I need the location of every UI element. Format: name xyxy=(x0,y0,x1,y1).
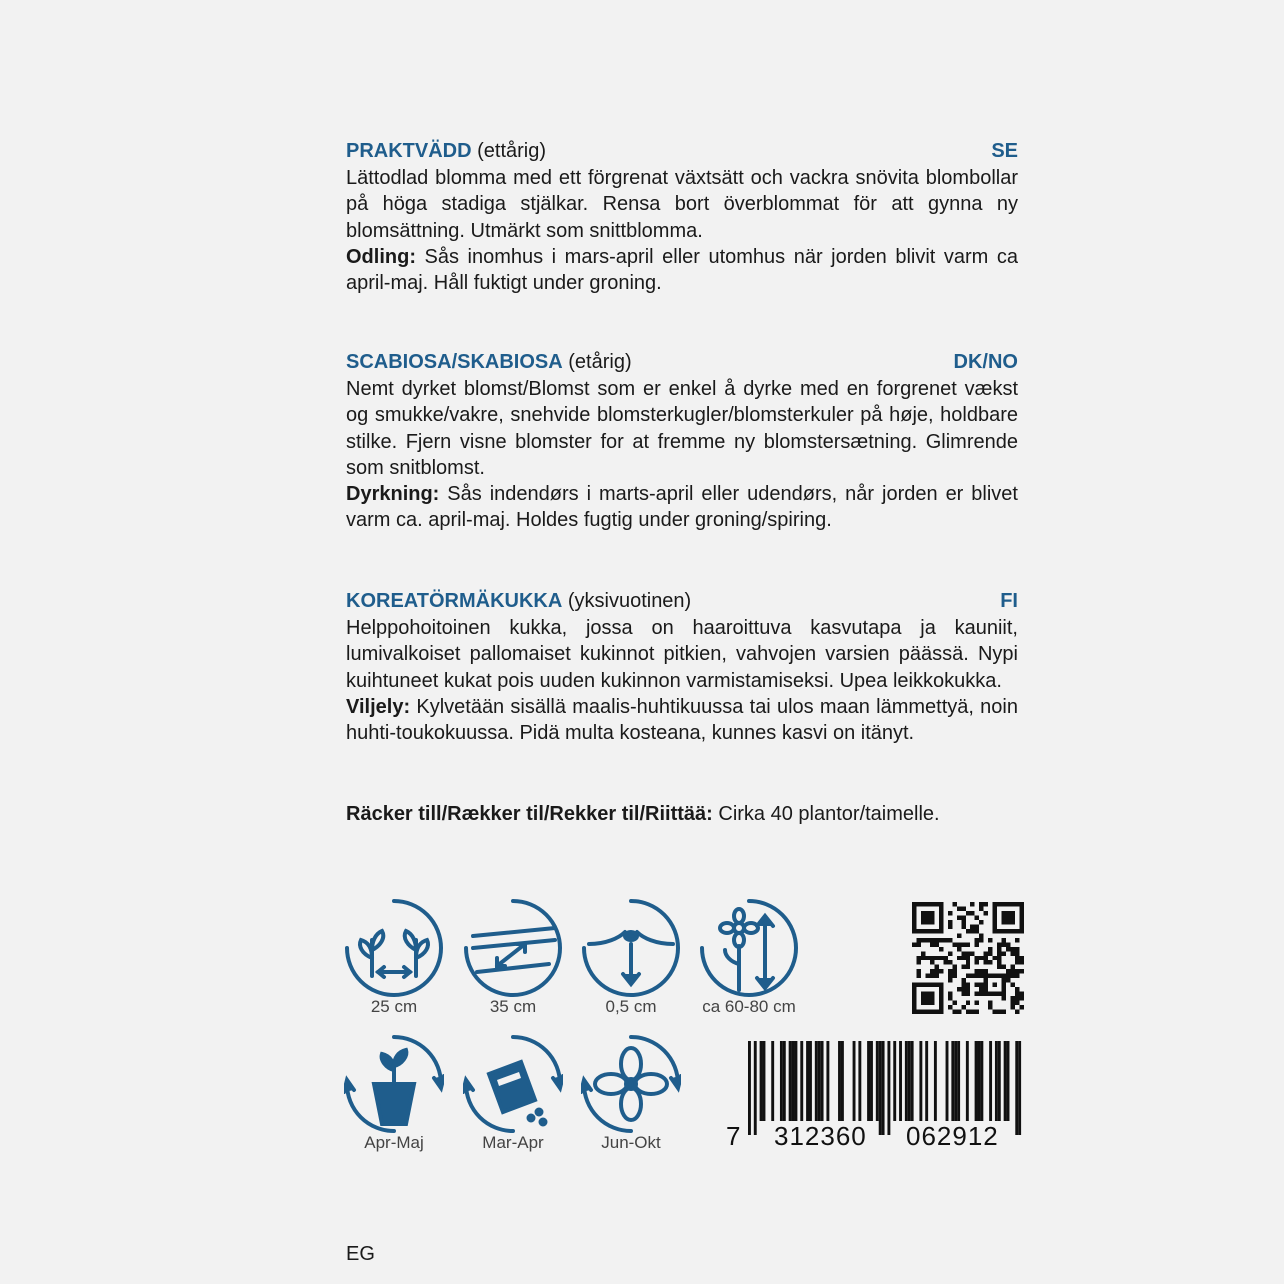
cultivation-text xyxy=(346,694,1018,747)
barcode-first-digit: 7 xyxy=(726,1121,742,1151)
section-title: KOREATÖRMÄKUKKA xyxy=(346,590,563,612)
plant-spacing-label: 25 cm xyxy=(370,997,418,1016)
section-fi xyxy=(346,588,1018,746)
cultivation-text xyxy=(346,481,1018,534)
flowering-time-label: Jun-Okt xyxy=(601,1133,661,1152)
cultivation-label: Viljely: xyxy=(346,695,411,718)
yield-text: Cirka 40 plantor/taimelle. xyxy=(712,803,940,825)
section-header xyxy=(346,349,1018,376)
section-se xyxy=(346,138,1018,296)
language-code: DK/NO xyxy=(953,351,1018,373)
language-code: SE xyxy=(991,140,1018,162)
section-title: SCABIOSA/SKABIOSA xyxy=(346,351,563,373)
section-header xyxy=(346,588,1018,615)
cultivation-instructions: Kylvetään sisällä maalis-huhtikuussa tai ulos maan lämmettyä, noin huhti-toukokuussa. Pidä multa kosteana, kunnes kasvi on itänyt. xyxy=(346,695,1018,745)
section-description: Helppohoitoinen kukka, jossa on haaroittuva kasvutapa ja kauniit, lumivalkoiset pallomaiset kukinnot pitkien, vahvojen varsien päässä. Nypi kuihtuneet kukat pois uuden kukinnon varmistamiseksi. Upea leikkokukka. xyxy=(346,617,1018,692)
flowering-time-icon xyxy=(581,1034,681,1134)
sowing-time-icon xyxy=(463,1034,563,1134)
cultivation-label: Odling: xyxy=(346,245,416,268)
section-header xyxy=(346,138,1018,165)
sowing-depth-icon xyxy=(581,898,681,998)
section-title: PRAKTVÄDD xyxy=(346,140,472,162)
yield-label: Räcker till/Rækker til/Rekker til/Riittää: xyxy=(346,803,713,825)
cultivation-label: Dyrkning: xyxy=(346,483,440,506)
transplant-label: Apr-Maj xyxy=(364,1133,424,1152)
language-code: FI xyxy=(1000,590,1018,612)
cultivation-instructions: Sås inomhus i mars-april eller utomhus när jorden blivit varm ca april-maj. Håll fuktigt under groning. xyxy=(346,245,1018,295)
transplant-icon xyxy=(344,1034,444,1134)
qr-code xyxy=(912,902,1024,1014)
barcode-left-digits: 312360 xyxy=(774,1121,867,1151)
plant-spacing-icon xyxy=(344,898,444,998)
section-dk-no xyxy=(346,349,1018,534)
sowing-time-label: Mar-Apr xyxy=(482,1133,544,1152)
section-subtitle: (ettårig) xyxy=(471,140,547,162)
footer-code: EG xyxy=(346,1243,375,1265)
yield-info xyxy=(346,801,940,827)
plant-height-label: ca 60-80 cm xyxy=(702,997,796,1016)
barcode-right-digits: 062912 xyxy=(906,1121,999,1151)
sowing-depth-label: 0,5 cm xyxy=(605,997,657,1016)
barcode xyxy=(726,1041,1026,1151)
section-description: Lättodlad blomma med ett förgrenat växtsätt och vackra snövita blombollar på höga stadiga stjälkar. Rensa bort överblommat för att gynna ny blomsättning. Utmärkt som snittblomma. xyxy=(346,167,1018,242)
cultivation-text xyxy=(346,244,1018,297)
plant-height-icon xyxy=(699,898,799,998)
section-subtitle: (etårig) xyxy=(562,351,632,373)
row-spacing-icon xyxy=(463,898,563,998)
section-description: Nemt dyrket blomst/Blomst som er enkel å dyrke med en forgrenet vækst og smukke/vakre, snehvide blomsterkugler/blomsterkuler på høje, holdbare stilke. Fjern visne blomster for at fremme ny blomstersætning. Glimrende som snitblomst. xyxy=(346,378,1018,479)
row-spacing-label: 35 cm xyxy=(489,997,537,1016)
section-subtitle: (yksivuotinen) xyxy=(562,590,692,612)
cultivation-instructions: Sås indendørs i marts-april eller udendørs, når jorden er blivet varm ca. april-maj. Holdes fugtig under groning/spiring. xyxy=(346,483,1018,532)
